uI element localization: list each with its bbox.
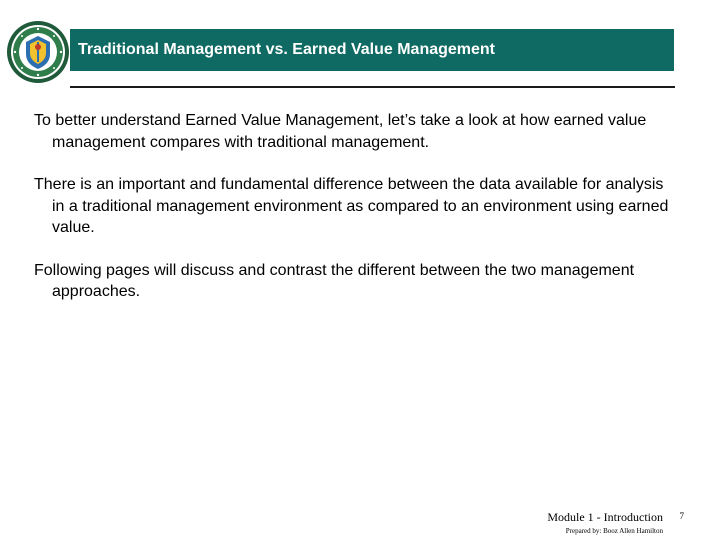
body-paragraph-3: Following pages will discuss and contrast the different between the two management approaches. [34,261,635,300]
header-divider [70,86,675,88]
page-title: Traditional Management vs. Earned Value Management [78,41,496,58]
title-bar [70,29,674,71]
page-number: 7 [679,511,684,521]
body-paragraph-1: To better understand Earned Value Management, let’s take a look at how earned value management compares with traditional management. [34,112,647,151]
footer-prepared-by: Prepared by: Booz Allen Hamilton [565,527,663,535]
department-of-energy-seal-icon [6,20,70,84]
footer-module-label: Module 1 - Introduction [547,510,663,524]
slide-body [34,110,674,324]
body-paragraph-2: There is an important and fundamental difference between the data available for analysis in a traditional management environment as compared to an environment using earned value. [34,176,669,236]
